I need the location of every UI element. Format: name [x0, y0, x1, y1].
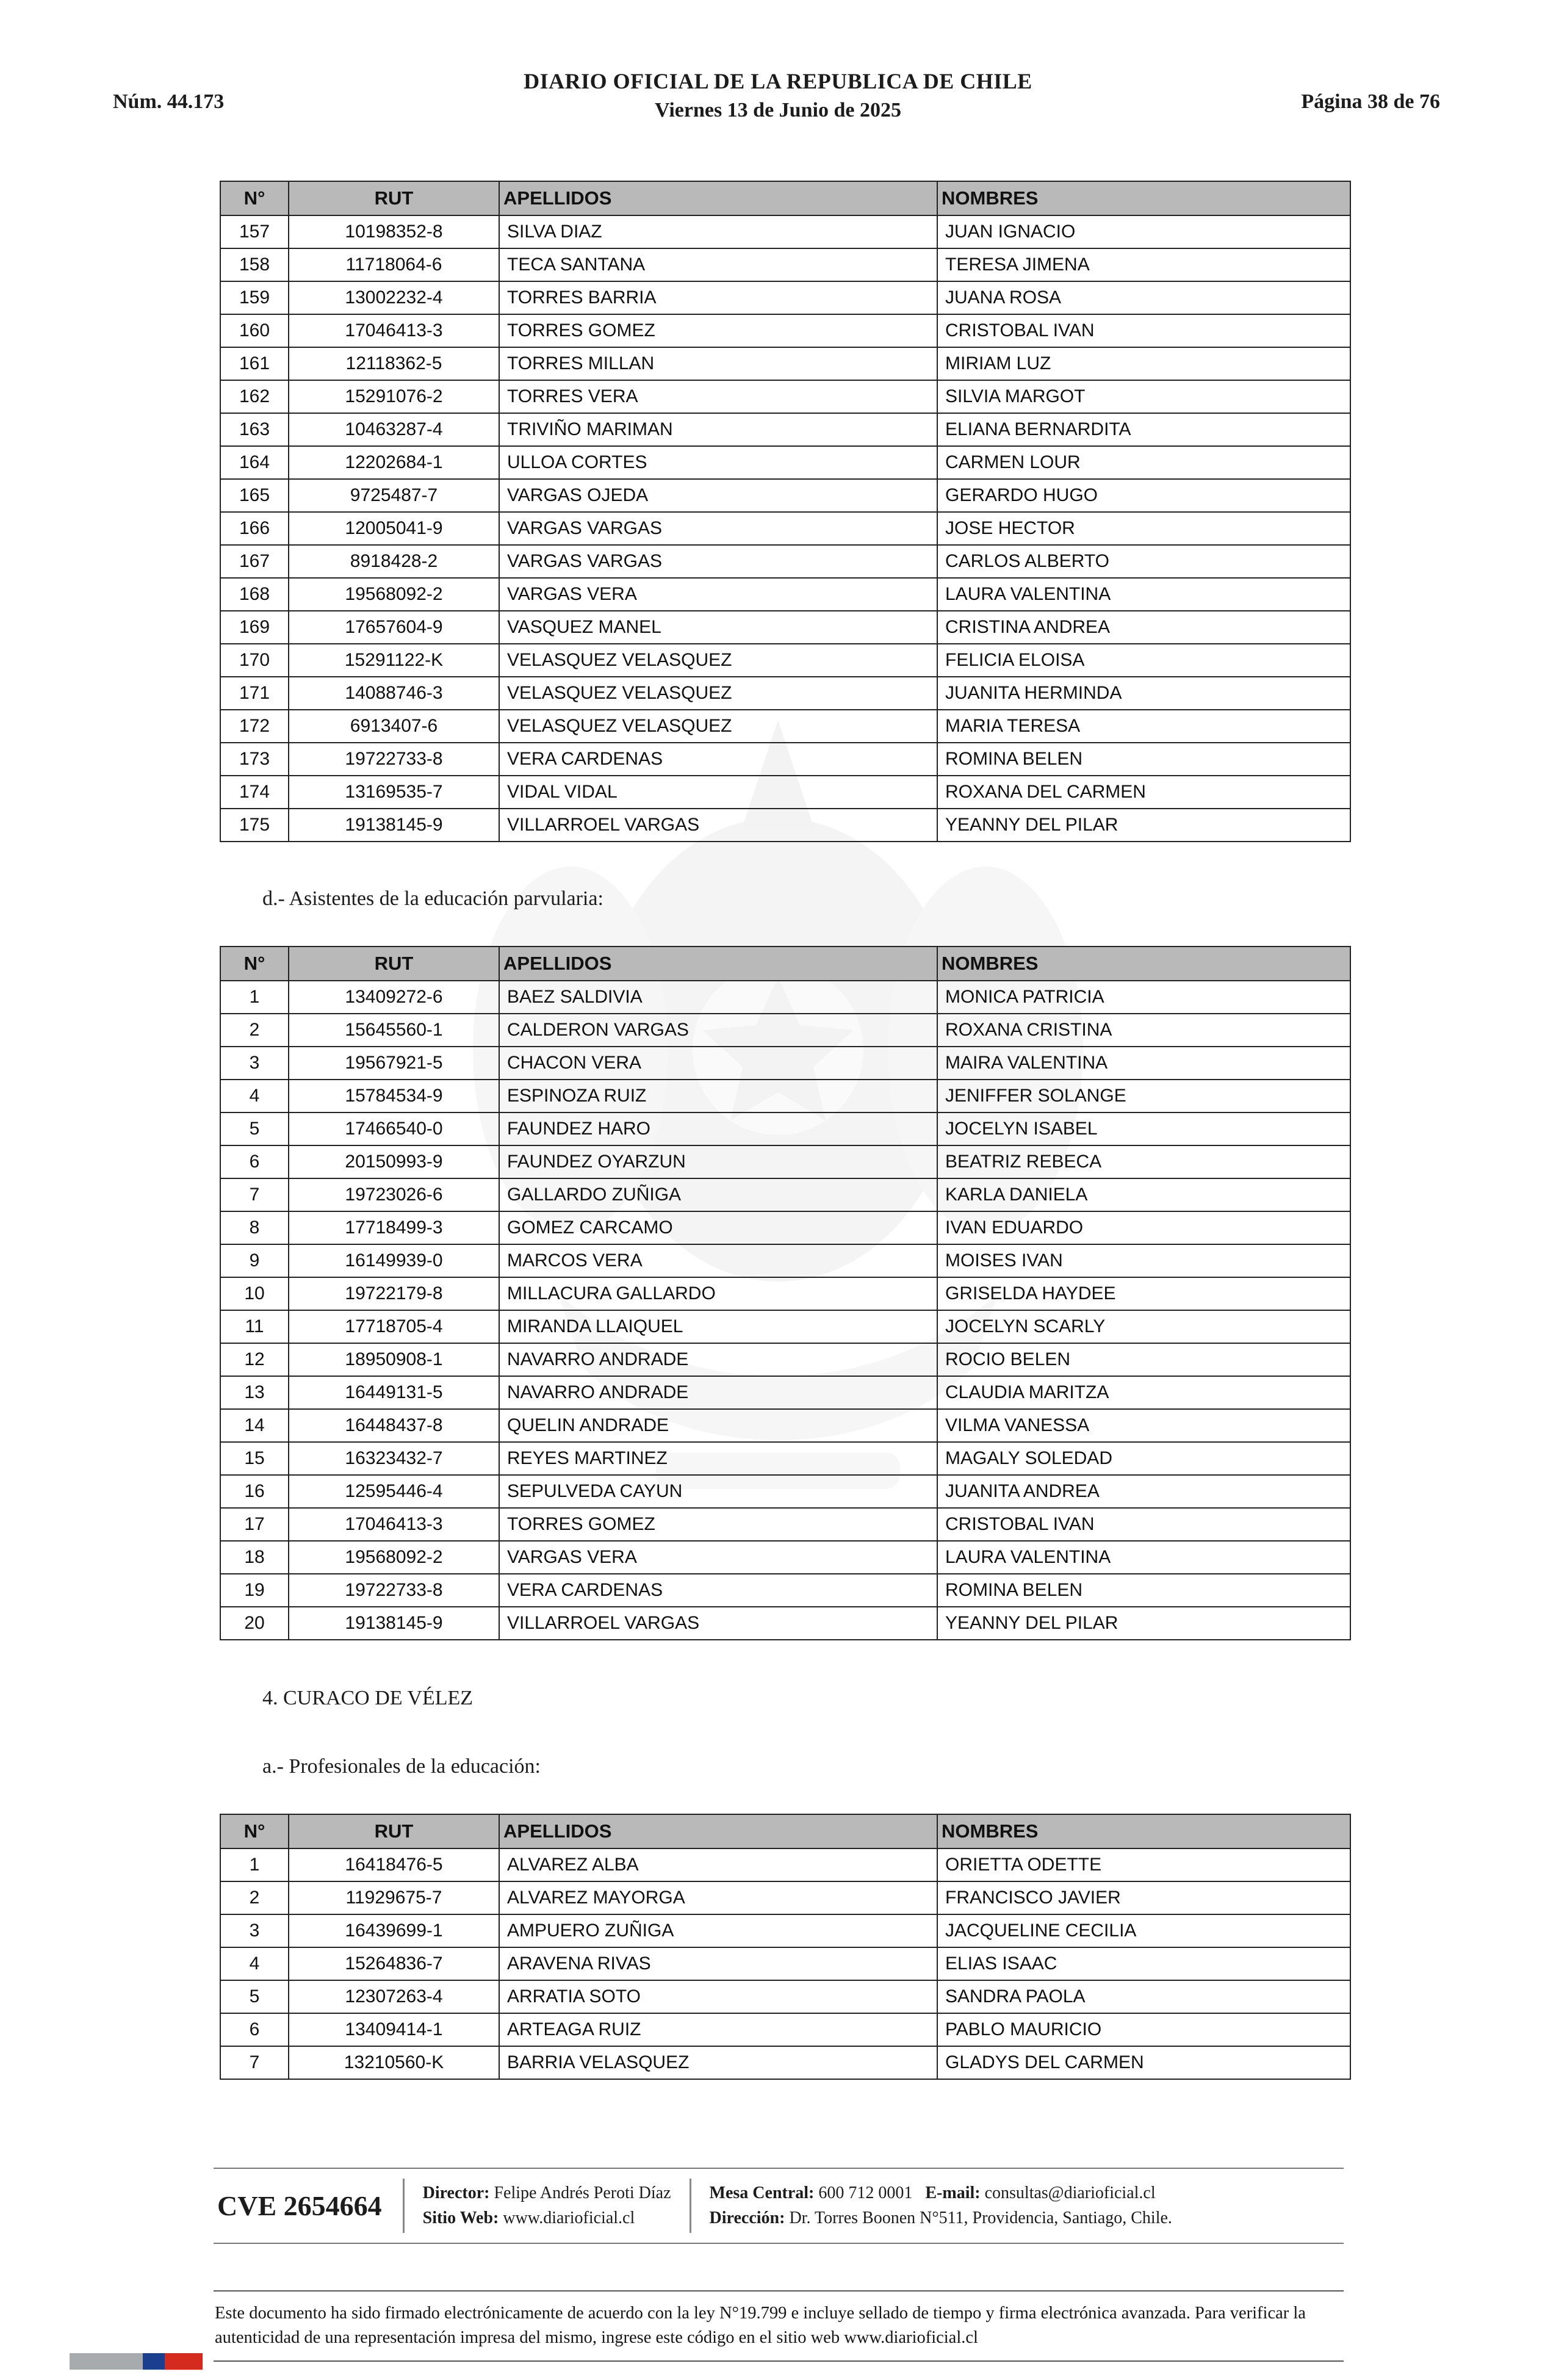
- table-row: [220, 710, 1350, 743]
- table-cell: 168: [220, 578, 289, 611]
- table-row: [220, 2046, 1350, 2079]
- table-cell: VARGAS VERA: [499, 1541, 937, 1574]
- table-cell: CARLOS ALBERTO: [937, 545, 1350, 578]
- table-cell: GERARDO HUGO: [937, 479, 1350, 512]
- table-cell: 14088746-3: [289, 677, 499, 710]
- table-cell: 7: [220, 2046, 289, 2079]
- table-row: [220, 248, 1350, 281]
- table-cell: VERA CARDENAS: [499, 743, 937, 776]
- table-cell: JACQUELINE CECILIA: [937, 1914, 1350, 1947]
- table-cell: ULLOA CORTES: [499, 446, 937, 479]
- flag-red-square: [165, 2353, 203, 2370]
- table-cell: MARCOS VERA: [499, 1244, 937, 1277]
- table-cell: 9: [220, 1244, 289, 1277]
- table-cell: 159: [220, 281, 289, 314]
- table-cell: PABLO MAURICIO: [937, 2013, 1350, 2046]
- table-cell: MIRIAM LUZ: [937, 347, 1350, 380]
- table-cell: ROMINA BELEN: [937, 743, 1350, 776]
- table-cell: 19: [220, 1574, 289, 1607]
- table-cell: 15291122-K: [289, 644, 499, 677]
- table-asistentes-continuation: [220, 181, 1351, 842]
- table-cell: 16448437-8: [289, 1409, 499, 1442]
- table-cell: AMPUERO ZUÑIGA: [499, 1914, 937, 1947]
- table-row: [220, 347, 1350, 380]
- table-cell: 19568092-2: [289, 578, 499, 611]
- table-cell: JUANA ROSA: [937, 281, 1350, 314]
- table-cell: 14: [220, 1409, 289, 1442]
- table-cell: 5: [220, 1980, 289, 2013]
- table-cell: 6: [220, 1145, 289, 1178]
- table-cell: 175: [220, 809, 289, 842]
- table-cell: ROXANA DEL CARMEN: [937, 776, 1350, 809]
- table-cell: JUANITA ANDREA: [937, 1475, 1350, 1508]
- table-cell: FELICIA ELOISA: [937, 644, 1350, 677]
- table-cell: 17046413-3: [289, 1508, 499, 1541]
- column-header-nombres: NOMBRES: [937, 1814, 1350, 1848]
- director-label: Director:: [422, 2183, 490, 2202]
- column-header-rut: RUT: [289, 181, 499, 215]
- table-cell: TERESA JIMENA: [937, 248, 1350, 281]
- table-cell: 4: [220, 1080, 289, 1112]
- table-cell: VASQUEZ MANEL: [499, 611, 937, 644]
- table-cell: 5: [220, 1112, 289, 1145]
- table-cell: 171: [220, 677, 289, 710]
- table-cell: GALLARDO ZUÑIGA: [499, 1178, 937, 1211]
- issue-date: Viernes 13 de Junio de 2025: [655, 99, 901, 121]
- table-cell: 9725487-7: [289, 479, 499, 512]
- table-row: [220, 1409, 1350, 1442]
- email-value: consultas@diarioficial.cl: [984, 2183, 1156, 2202]
- table-cell: 10463287-4: [289, 413, 499, 446]
- table-cell: 19722179-8: [289, 1277, 499, 1310]
- table-row: [220, 1343, 1350, 1376]
- table-row: [220, 479, 1350, 512]
- table-cell: 19722733-8: [289, 743, 499, 776]
- table-cell: MARIA TERESA: [937, 710, 1350, 743]
- table-cell: 19138145-9: [289, 809, 499, 842]
- table-cell: 20150993-9: [289, 1145, 499, 1178]
- table-cell: 174: [220, 776, 289, 809]
- table-cell: SANDRA PAOLA: [937, 1980, 1350, 2013]
- table-cell: ROMINA BELEN: [937, 1574, 1350, 1607]
- gazette-title: DIARIO OFICIAL DE LA REPUBLICA DE CHILE: [524, 69, 1032, 93]
- table-row: [220, 644, 1350, 677]
- table-cell: ARAVENA RIVAS: [499, 1947, 937, 1980]
- table-row: [220, 1145, 1350, 1178]
- table-cell: MIRANDA LLAIQUEL: [499, 1310, 937, 1343]
- page-content: [0, 181, 1556, 2080]
- table-row: [220, 380, 1350, 413]
- table-cell: 166: [220, 512, 289, 545]
- table-cell: CALDERON VARGAS: [499, 1014, 937, 1047]
- table-row: [220, 1947, 1350, 1980]
- table-cell: VARGAS OJEDA: [499, 479, 937, 512]
- table-cell: 16418476-5: [289, 1848, 499, 1881]
- table-cell: 19567921-5: [289, 1047, 499, 1080]
- table-row: [220, 1112, 1350, 1145]
- table-cell: 15264836-7: [289, 1947, 499, 1980]
- table-row: [220, 1914, 1350, 1947]
- section-heading-profesionales: a.- Profesionales de la educación:: [262, 1755, 541, 1778]
- section-heading-parvularia: d.- Asistentes de la educación parvularia:: [262, 887, 603, 910]
- table-cell: VARGAS VARGAS: [499, 512, 937, 545]
- table-cell: ALVAREZ MAYORGA: [499, 1881, 937, 1914]
- table-cell: MOISES IVAN: [937, 1244, 1350, 1277]
- table-cell: 165: [220, 479, 289, 512]
- table-cell: 12: [220, 1343, 289, 1376]
- table-cell: IVAN EDUARDO: [937, 1211, 1350, 1244]
- table-cell: 15: [220, 1442, 289, 1475]
- column-header-nombres: NOMBRES: [937, 947, 1350, 981]
- table-cell: CRISTOBAL IVAN: [937, 314, 1350, 347]
- table-cell: 16: [220, 1475, 289, 1508]
- table-cell: VILLARROEL VARGAS: [499, 809, 937, 842]
- legal-notice: Este documento ha sido firmado electrónicamente de acuerdo con la ley N°19.799 e incluye sellado de tiempo y firma electrónica avanzada. Para verificar la autenticidad de una representación impresa del mismo, ingrese este código en el sitio web www.diarioficial.cl: [214, 2290, 1344, 2362]
- footer-mesa-line: [710, 2181, 1172, 2206]
- table-row: [220, 1881, 1350, 1914]
- footer-direccion-line: [710, 2206, 1172, 2231]
- table-cell: ARRATIA SOTO: [499, 1980, 937, 2013]
- footer-director-line: [423, 2181, 671, 2206]
- table-cell: 17718705-4: [289, 1310, 499, 1343]
- table-row: [220, 281, 1350, 314]
- table-cell: 11929675-7: [289, 1881, 499, 1914]
- table-cell: FRANCISCO JAVIER: [937, 1881, 1350, 1914]
- column-header-rut: RUT: [289, 947, 499, 981]
- footer-contact-column: [690, 2179, 1190, 2233]
- table-cell: 15645560-1: [289, 1014, 499, 1047]
- table-cell: FAUNDEZ OYARZUN: [499, 1145, 937, 1178]
- email-label: E-mail:: [925, 2183, 981, 2202]
- table-cell: NAVARRO ANDRADE: [499, 1376, 937, 1409]
- table-cell: 3: [220, 1914, 289, 1947]
- table-row: [220, 1080, 1350, 1112]
- table-cell: VERA CARDENAS: [499, 1574, 937, 1607]
- table-cell: 13: [220, 1376, 289, 1409]
- table-cell: 169: [220, 611, 289, 644]
- table-cell: 19568092-2: [289, 1541, 499, 1574]
- table-cell: GLADYS DEL CARMEN: [937, 2046, 1350, 2079]
- table-row: [220, 1310, 1350, 1343]
- table-row: [220, 1508, 1350, 1541]
- table-cell: 18: [220, 1541, 289, 1574]
- table-cell: 170: [220, 644, 289, 677]
- table-cell: TORRES VERA: [499, 380, 937, 413]
- table-cell: 3: [220, 1047, 289, 1080]
- table-cell: SEPULVEDA CAYUN: [499, 1475, 937, 1508]
- table-cell: LAURA VALENTINA: [937, 578, 1350, 611]
- table-cell: ESPINOZA RUIZ: [499, 1080, 937, 1112]
- table-cell: CRISTOBAL IVAN: [937, 1508, 1350, 1541]
- table-cell: TRIVIÑO MARIMAN: [499, 413, 937, 446]
- table-cell: 4: [220, 1947, 289, 1980]
- column-header-apellidos: APELLIDOS: [499, 1814, 937, 1848]
- table-row: [220, 545, 1350, 578]
- table-row: [220, 1376, 1350, 1409]
- table-cell: VARGAS VERA: [499, 578, 937, 611]
- table-cell: JUAN IGNACIO: [937, 215, 1350, 248]
- table-row: [220, 413, 1350, 446]
- chile-flag-mark: [70, 2353, 203, 2370]
- flag-blue-square: [143, 2353, 165, 2370]
- sitio-web-label: Sitio Web:: [422, 2208, 499, 2227]
- table-cell: 15291076-2: [289, 380, 499, 413]
- table-row: [220, 2013, 1350, 2046]
- table-row: [220, 981, 1350, 1014]
- direccion-value: Dr. Torres Boonen N°511, Providencia, Santiago, Chile.: [789, 2208, 1172, 2227]
- table-cell: VELASQUEZ VELASQUEZ: [499, 644, 937, 677]
- table-cell: 172: [220, 710, 289, 743]
- table-cell: 20: [220, 1607, 289, 1640]
- table-cell: GRISELDA HAYDEE: [937, 1277, 1350, 1310]
- footer-sitio-line: [423, 2206, 671, 2231]
- table-cell: 17657604-9: [289, 611, 499, 644]
- table-cell: 12307263-4: [289, 1980, 499, 2013]
- table-cell: 6: [220, 2013, 289, 2046]
- table-cell: 19723026-6: [289, 1178, 499, 1211]
- table-cell: 15784534-9: [289, 1080, 499, 1112]
- table-row: [220, 1607, 1350, 1640]
- table-cell: 6913407-6: [289, 710, 499, 743]
- table-cell: 16323432-7: [289, 1442, 499, 1475]
- table-cell: REYES MARTINEZ: [499, 1442, 937, 1475]
- table-cell: 13002232-4: [289, 281, 499, 314]
- cve-code: CVE 2654664: [217, 2190, 382, 2222]
- table-row: [220, 743, 1350, 776]
- table-cell: ROXANA CRISTINA: [937, 1014, 1350, 1047]
- table-cell: SILVA DIAZ: [499, 215, 937, 248]
- column-header-nombres: NOMBRES: [937, 181, 1350, 215]
- mesa-central-label: Mesa Central:: [709, 2183, 815, 2202]
- issue-number: Núm. 44.173: [113, 90, 225, 113]
- page-number: Página 38 de 76: [1301, 90, 1440, 113]
- table-cell: 10198352-8: [289, 215, 499, 248]
- table-cell: 8918428-2: [289, 545, 499, 578]
- table-parvularia: [220, 946, 1351, 1640]
- table-cell: BEATRIZ REBECA: [937, 1145, 1350, 1178]
- table-cell: 12595446-4: [289, 1475, 499, 1508]
- table-row: [220, 677, 1350, 710]
- table-cell: 13210560-K: [289, 2046, 499, 2079]
- column-header-apellidos: APELLIDOS: [499, 181, 937, 215]
- direccion-label: Dirección:: [709, 2208, 785, 2227]
- table-cell: 157: [220, 215, 289, 248]
- table-cell: 167: [220, 545, 289, 578]
- table-cell: 158: [220, 248, 289, 281]
- table-cell: 13409272-6: [289, 981, 499, 1014]
- sitio-web-value: www.diarioficial.cl: [503, 2208, 635, 2227]
- table-cell: ELIANA BERNARDITA: [937, 413, 1350, 446]
- table-cell: BARRIA VELASQUEZ: [499, 2046, 937, 2079]
- table-header: [220, 947, 1350, 981]
- table-cell: ROCIO BELEN: [937, 1343, 1350, 1376]
- table-cell: ARTEAGA RUIZ: [499, 2013, 937, 2046]
- table-cell: 164: [220, 446, 289, 479]
- table-cell: 13409414-1: [289, 2013, 499, 2046]
- table-row: [220, 1980, 1350, 2013]
- table-cell: 11718064-6: [289, 248, 499, 281]
- table-header: [220, 181, 1350, 215]
- table-row: [220, 1014, 1350, 1047]
- table-cell: 162: [220, 380, 289, 413]
- table-cell: ORIETTA ODETTE: [937, 1848, 1350, 1881]
- table-cell: SILVIA MARGOT: [937, 380, 1350, 413]
- table-cell: VILMA VANESSA: [937, 1409, 1350, 1442]
- table-row: [220, 1277, 1350, 1310]
- table-cell: JOCELYN SCARLY: [937, 1310, 1350, 1343]
- table-row: [220, 809, 1350, 842]
- table-cell: 18950908-1: [289, 1343, 499, 1376]
- table-cell: 10: [220, 1277, 289, 1310]
- table-cell: 19722733-8: [289, 1574, 499, 1607]
- footer-director-column: [403, 2179, 690, 2233]
- table-header: [220, 1814, 1350, 1848]
- table-cell: CLAUDIA MARITZA: [937, 1376, 1350, 1409]
- table-cell: NAVARRO ANDRADE: [499, 1343, 937, 1376]
- table-row: [220, 446, 1350, 479]
- column-header-n: N°: [220, 181, 289, 215]
- table-cell: MILLACURA GALLARDO: [499, 1277, 937, 1310]
- table-row: [220, 776, 1350, 809]
- column-header-apellidos: APELLIDOS: [499, 947, 937, 981]
- table-cell: KARLA DANIELA: [937, 1178, 1350, 1211]
- table-cell: YEANNY DEL PILAR: [937, 1607, 1350, 1640]
- table-cell: VILLARROEL VARGAS: [499, 1607, 937, 1640]
- table-row: [220, 1047, 1350, 1080]
- table-row: [220, 578, 1350, 611]
- mesa-central-value: 600 712 0001: [818, 2183, 913, 2202]
- table-cell: MONICA PATRICIA: [937, 981, 1350, 1014]
- page-footer: [214, 2168, 1344, 2362]
- section-heading-curaco: 4. CURACO DE VÉLEZ: [262, 1687, 474, 1709]
- table-cell: 17: [220, 1508, 289, 1541]
- table-cell: 1: [220, 1848, 289, 1881]
- flag-gray-bar: [70, 2353, 143, 2370]
- table-row: [220, 1442, 1350, 1475]
- table-row: [220, 1574, 1350, 1607]
- table-cell: 19138145-9: [289, 1607, 499, 1640]
- table-cell: BAEZ SALDIVIA: [499, 981, 937, 1014]
- table-cell: QUELIN ANDRADE: [499, 1409, 937, 1442]
- table-cell: TECA SANTANA: [499, 248, 937, 281]
- table-cell: CRISTINA ANDREA: [937, 611, 1350, 644]
- table-row: [220, 314, 1350, 347]
- table-cell: JENIFFER SOLANGE: [937, 1080, 1350, 1112]
- table-cell: LAURA VALENTINA: [937, 1541, 1350, 1574]
- table-cell: VARGAS VARGAS: [499, 545, 937, 578]
- table-row: [220, 1178, 1350, 1211]
- table-cell: TORRES BARRIA: [499, 281, 937, 314]
- table-row: [220, 1475, 1350, 1508]
- table-cell: ELIAS ISAAC: [937, 1947, 1350, 1980]
- table-cell: TORRES MILLAN: [499, 347, 937, 380]
- table-cell: GOMEZ CARCAMO: [499, 1211, 937, 1244]
- table-cell: 17046413-3: [289, 314, 499, 347]
- table-row: [220, 1244, 1350, 1277]
- table-cell: CHACON VERA: [499, 1047, 937, 1080]
- table-cell: JUANITA HERMINDA: [937, 677, 1350, 710]
- table-cell: MAGALY SOLEDAD: [937, 1442, 1350, 1475]
- table-cell: VELASQUEZ VELASQUEZ: [499, 677, 937, 710]
- table-cell: TORRES GOMEZ: [499, 1508, 937, 1541]
- page-header: [0, 0, 1556, 128]
- table-cell: 16439699-1: [289, 1914, 499, 1947]
- table-cell: ALVAREZ ALBA: [499, 1848, 937, 1881]
- table-cell: 2: [220, 1881, 289, 1914]
- table-cell: 1: [220, 981, 289, 1014]
- table-cell: 16449131-5: [289, 1376, 499, 1409]
- table-cell: 163: [220, 413, 289, 446]
- table-cell: 17466540-0: [289, 1112, 499, 1145]
- table-cell: CARMEN LOUR: [937, 446, 1350, 479]
- table-cell: TORRES GOMEZ: [499, 314, 937, 347]
- table-cell: FAUNDEZ HARO: [499, 1112, 937, 1145]
- table-cell: 161: [220, 347, 289, 380]
- table-cell: 11: [220, 1310, 289, 1343]
- table-cell: VELASQUEZ VELASQUEZ: [499, 710, 937, 743]
- table-cell: VIDAL VIDAL: [499, 776, 937, 809]
- column-header-n: N°: [220, 947, 289, 981]
- table-cell: 2: [220, 1014, 289, 1047]
- column-header-n: N°: [220, 1814, 289, 1848]
- table-row: [220, 215, 1350, 248]
- table-cell: 160: [220, 314, 289, 347]
- table-cell: 12005041-9: [289, 512, 499, 545]
- table-cell: 13169535-7: [289, 776, 499, 809]
- table-cell: JOSE HECTOR: [937, 512, 1350, 545]
- table-row: [220, 1541, 1350, 1574]
- table-cell: 8: [220, 1211, 289, 1244]
- table-row: [220, 1211, 1350, 1244]
- table-cell: 17718499-3: [289, 1211, 499, 1244]
- director-value: Felipe Andrés Peroti Díaz: [494, 2183, 671, 2202]
- table-cell: MAIRA VALENTINA: [937, 1047, 1350, 1080]
- table-profesionales: [220, 1814, 1351, 2080]
- table-cell: 16149939-0: [289, 1244, 499, 1277]
- table-row: [220, 512, 1350, 545]
- column-header-rut: RUT: [289, 1814, 499, 1848]
- table-row: [220, 1848, 1350, 1881]
- table-cell: YEANNY DEL PILAR: [937, 809, 1350, 842]
- table-cell: 12118362-5: [289, 347, 499, 380]
- table-row: [220, 611, 1350, 644]
- footer-info-strip: [214, 2168, 1344, 2244]
- table-cell: JOCELYN ISABEL: [937, 1112, 1350, 1145]
- table-cell: 7: [220, 1178, 289, 1211]
- table-cell: 12202684-1: [289, 446, 499, 479]
- table-cell: 173: [220, 743, 289, 776]
